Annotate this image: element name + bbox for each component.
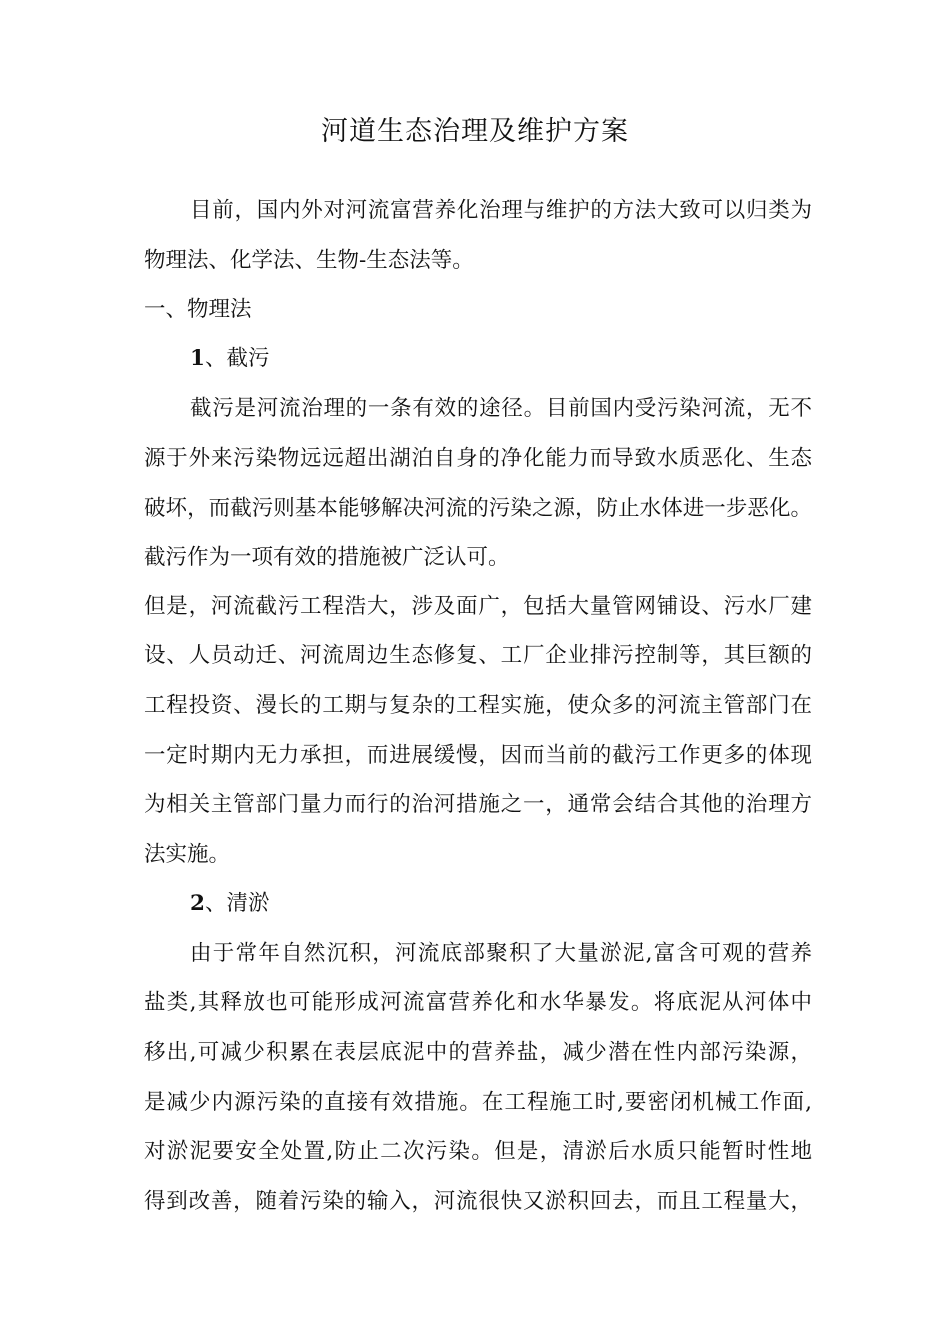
subheading-number: 2 (190, 891, 205, 916)
paragraph-line: 源于外来污染物远远超出湖泊自身的净化能力而导致水质恶化、生态 (144, 446, 812, 471)
subheading-1 (190, 344, 812, 374)
paragraph-line: 截污是河流治理的一条有效的途径。目前国内受污染河流，无不 (190, 396, 812, 421)
subheading-number: 1 (190, 346, 205, 371)
paragraph-line: 破坏，而截污则基本能够解决河流的污染之源，防止水体进一步恶化。 (144, 496, 812, 521)
paragraph-line: 物理法、化学法、生物-生态法等。 (144, 248, 474, 273)
paragraph-line: 为相关主管部门量力而行的治河措施之一，通常会结合其他的治理方 (144, 792, 812, 817)
subheading-separator: 、 (204, 891, 227, 916)
subheading-2 (190, 889, 812, 919)
paragraph-line: 工程投资、漫长的工期与复杂的工程实施，使众多的河流主管部门在 (144, 693, 812, 718)
paragraph-line: 移出,可减少积累在表层底泥中的营养盐，减少潜在性内部污染源， (144, 1040, 812, 1065)
paragraph-line: 法实施。 (144, 842, 231, 867)
paragraph-line: 但是，河流截污工程浩大，涉及面广，包括大量管网铺设、污水厂建 (144, 594, 812, 619)
paragraph-line: 截污作为一项有效的措施被广泛认可。 (144, 545, 510, 570)
subheading-separator: 、 (204, 346, 227, 371)
paragraph-line: 得到改善，随着污染的输入，河流很快又淤积回去，而且工程量大， (144, 1189, 812, 1214)
document-title: 河道生态治理及维护方案 (321, 116, 629, 147)
paragraph-line: 盐类,其释放也可能形成河流富营养化和水华暴发。将底泥从河体中 (144, 990, 812, 1015)
paragraph-line: 设、人员动迁、河流周边生态修复、工厂企业排污控制等，其巨额的 (144, 643, 812, 668)
paragraph-line: 目前，国内外对河流富营养化治理与维护的方法大致可以归类为 (190, 198, 812, 223)
paragraph-line: 是减少内源污染的直接有效措施。在工程施工时,要密闭机械工作面, (144, 1090, 812, 1115)
paragraph-line: 一定时期内无力承担，而进展缓慢，因而当前的截污工作更多的体现 (144, 743, 812, 768)
subheading-text: 截污 (226, 346, 270, 371)
paragraph-line: 由于常年自然沉积，河流底部聚积了大量淤泥,富含可观的营养 (190, 941, 812, 966)
section-heading: 一、物理法 (144, 297, 252, 322)
paragraph-line: 对淤泥要安全处置,防止二次污染。但是，清淤后水质只能暂时性地 (144, 1139, 812, 1164)
subheading-text: 清淤 (226, 891, 270, 916)
